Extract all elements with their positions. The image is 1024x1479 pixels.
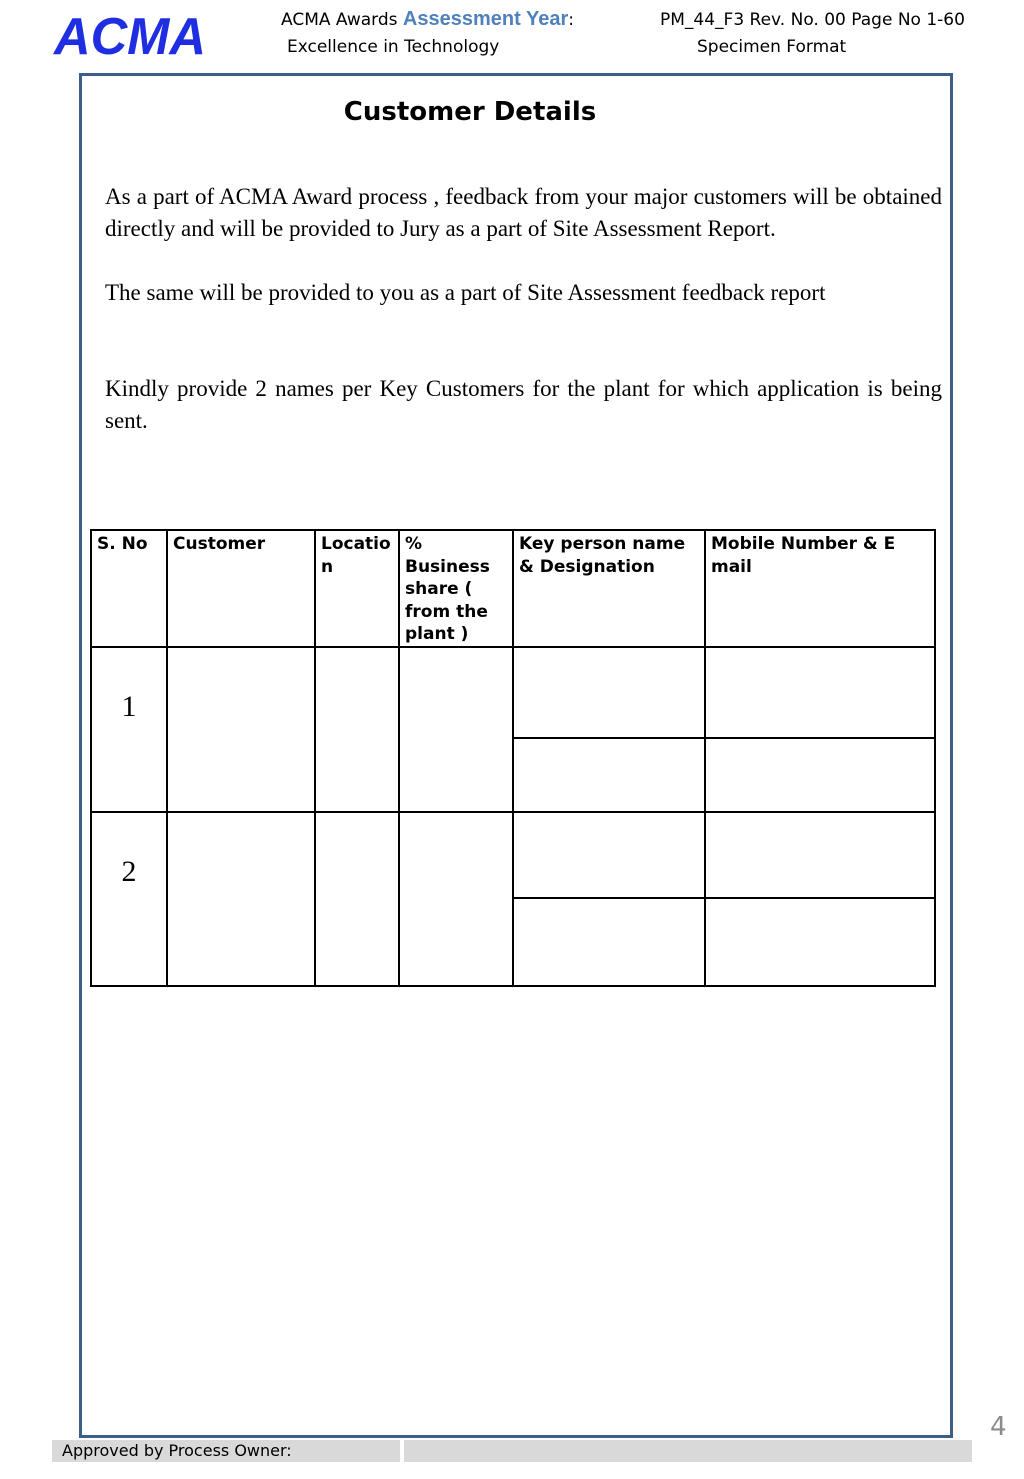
customer-cell[interactable] <box>167 647 315 812</box>
table-row <box>91 647 935 738</box>
sno-value: 2 <box>121 854 137 888</box>
sno-cell <box>91 647 167 812</box>
sno-cell <box>91 812 167 986</box>
location-cell[interactable] <box>315 647 399 812</box>
footer-bar <box>52 1440 972 1462</box>
assessment-year-label: Assessment Year <box>402 8 569 30</box>
feedback-paragraph: The same will be provided to you as a part of Site Assessment feedback report <box>105 280 826 305</box>
table-row <box>91 812 935 898</box>
doc-reference: PM_44_F3 Rev. No. 00 Page No 1-60 <box>660 10 965 30</box>
specimen-format-label: Specimen Format <box>697 37 847 57</box>
header-key-person: Key person name & Designation <box>513 530 705 647</box>
page-number: 4 <box>990 1412 1007 1442</box>
footer-approval-cell <box>52 1440 400 1462</box>
key-person-cell[interactable] <box>513 898 705 986</box>
key-person-cell[interactable] <box>513 812 705 898</box>
customer-cell[interactable] <box>167 812 315 986</box>
header-location: Location <box>315 530 399 647</box>
location-cell[interactable] <box>315 812 399 986</box>
instruction-paragraph: Kindly provide 2 names per Key Customers for the plant for which application is being sent. <box>105 376 942 433</box>
customer-table <box>90 529 936 987</box>
header-business-share: % Business share ( from the plant ) <box>399 530 513 647</box>
header-mobile-email: Mobile Number & E mail <box>705 530 935 647</box>
header-colon: : <box>568 10 574 30</box>
header-subtitle: Excellence in Technology <box>287 37 500 57</box>
table-header-row <box>91 530 935 647</box>
mobile-email-cell[interactable] <box>705 898 935 986</box>
header-awards-label: ACMA Awards <box>281 10 398 30</box>
business-share-cell[interactable] <box>399 647 513 812</box>
mobile-email-cell[interactable] <box>705 812 935 898</box>
intro-paragraph: As a part of ACMA Award process , feedback from your major customers will be obtained directly and will be provided to Jury as a part of Site Assessment Report. <box>105 184 942 241</box>
page-title: Customer Details <box>343 97 597 127</box>
mobile-email-cell[interactable] <box>705 647 935 738</box>
header-sno: S. No <box>91 530 167 647</box>
key-person-cell[interactable] <box>513 738 705 812</box>
key-person-cell[interactable] <box>513 647 705 738</box>
footer-divider <box>400 1440 404 1462</box>
header-customer: Customer <box>167 530 315 647</box>
business-share-cell[interactable] <box>399 812 513 986</box>
acma-logo-text: ACMA <box>52 10 206 58</box>
mobile-email-cell[interactable] <box>705 738 935 812</box>
sno-value: 1 <box>121 689 137 723</box>
approved-by-label: Approved by Process Owner: <box>62 1441 292 1460</box>
acma-logo <box>52 10 208 58</box>
header-line-1 <box>281 8 574 31</box>
